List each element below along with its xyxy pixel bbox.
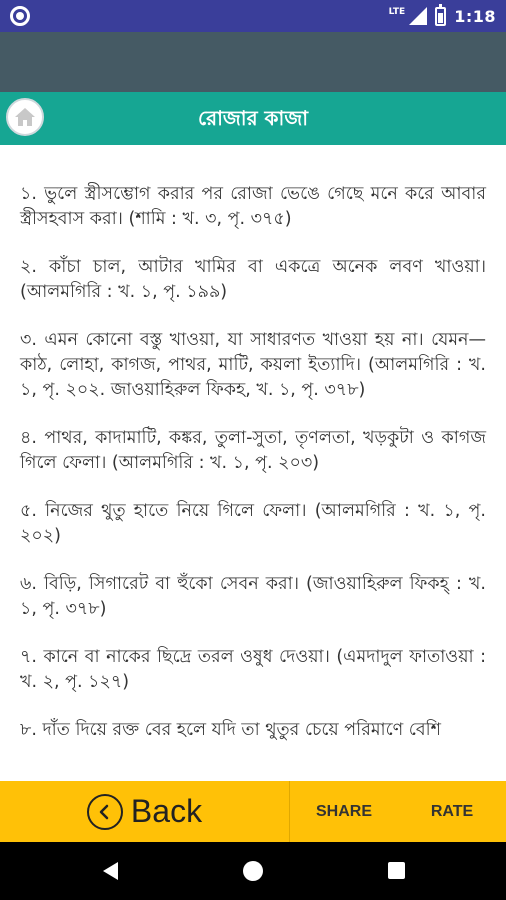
home-icon [13, 105, 37, 129]
title-bar [0, 92, 506, 145]
list-item: ৮. দাঁত দিয়ে রক্ত বের হলে যদি তা থুতুর চেয়ে পরিমাণে বেশি [20, 720, 441, 740]
notification-icon [10, 6, 30, 26]
status-time: 1:18 [454, 6, 496, 26]
network-label: LTE [388, 7, 406, 17]
list-item: ৭. কানে বা নাকের ছিদ্রে তরল ওষুধ দেওয়া। (এমদাদুল ফাতাওয়া : খ. ২, পৃ. ১২৭) [20, 647, 486, 692]
back-button[interactable] [0, 781, 289, 842]
content-list [0, 145, 506, 781]
nav-back-icon[interactable] [103, 862, 118, 880]
back-label: Back [130, 793, 203, 829]
status-right [389, 0, 496, 32]
bottom-bar [0, 781, 506, 842]
nav-recent-icon[interactable] [388, 862, 405, 879]
list-item: ৩. এমন কোনো বস্তু খাওয়া, যা সাধারণত খাওয়া হয় না। যেমন—কাঠ, লোহা, কাগজ, পাথর, মাটি, কয়লা ইত্যাদি। (আলমগিরি : খ. ১, পৃ. ২০২. জাওয়াহিরুল ফিকহ, খ. ১, পৃ. ৩৭৮) [20, 330, 486, 400]
toolbar-band [0, 32, 506, 92]
rate-button[interactable]: RATE [430, 803, 474, 820]
signal-icon [409, 7, 427, 25]
list-item: ২. কাঁচা চাল, আটার খামির বা একত্রে অনেক লবণ খাওয়া। (আলমগিরি : খ. ১, পৃ. ১৯৯) [20, 257, 486, 302]
list-item: ১. ভুলে স্ত্রীসম্ভোগ করার পর রোজা ভেঙে গেছে মনে করে আবার স্ত্রীসহবাস করা। (শামি : খ. ৩, পৃ. ৩৭৫) [20, 184, 486, 229]
page-title: রোজার কাজা [197, 106, 309, 130]
status-bar [0, 0, 506, 32]
list-item: ৬. বিড়ি, সিগারেট বা হুঁকো সেবন করা। (জাওয়াহিরুল ফিকহ্ : খ. ১, পৃ. ৩৭৮) [20, 574, 486, 619]
share-button[interactable]: SHARE [315, 803, 372, 820]
home-button[interactable] [6, 98, 44, 136]
nav-home-icon[interactable] [243, 861, 263, 881]
list-item: ৫. নিজের থুতু হাতে নিয়ে গিলে ফেলা। (আলমগিরি : খ. ১, পৃ. ২০২) [20, 501, 486, 546]
chevron-left-icon [87, 794, 123, 830]
list-item: ৪. পাথর, কাদামাটি, কঙ্কর, তুলা-সুতা, তৃণলতা, খড়কুটা ও কাগজ গিলে ফেলা। (আলমগিরি : খ. ১, পৃ. ২০৩) [20, 428, 486, 473]
system-nav-bar [0, 842, 506, 900]
battery-icon [435, 7, 446, 26]
